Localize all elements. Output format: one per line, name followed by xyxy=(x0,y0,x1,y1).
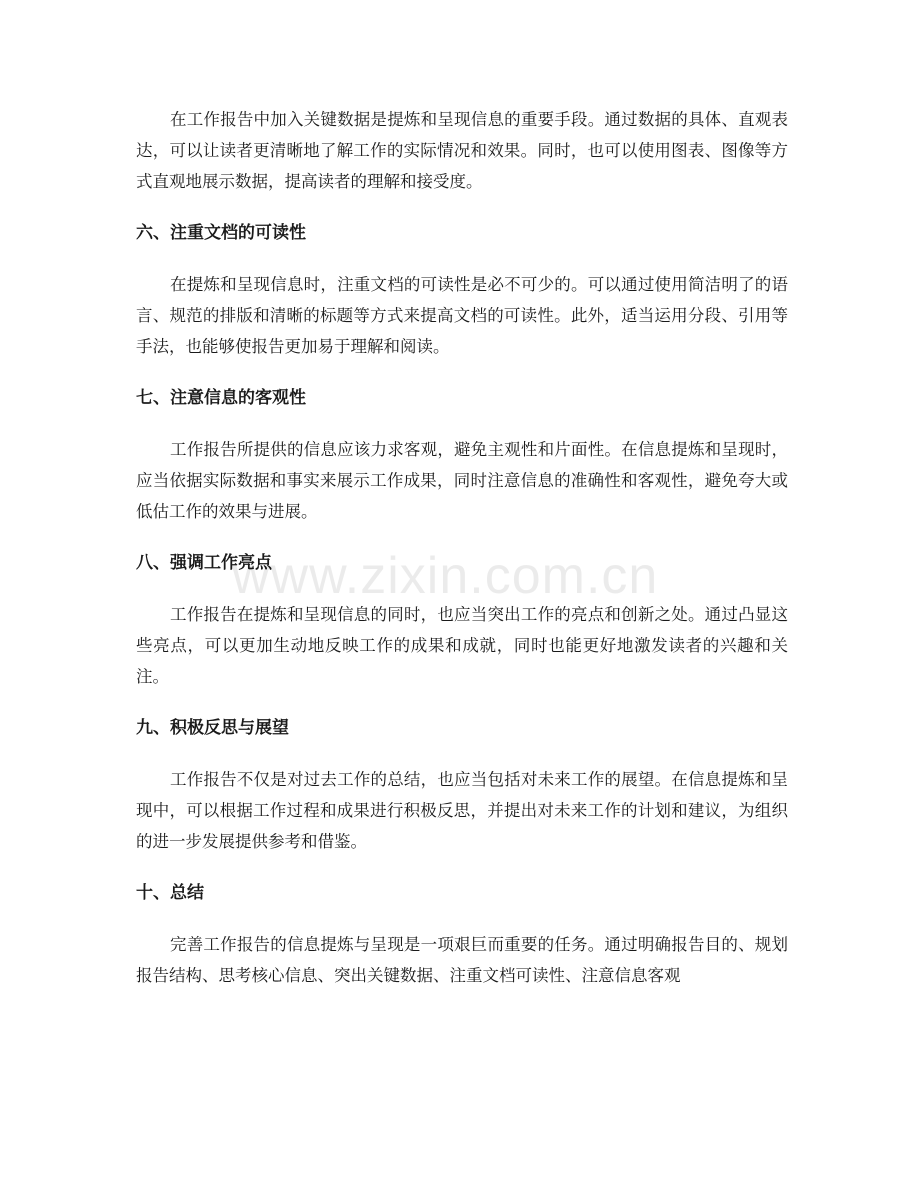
section-paragraph-8: 工作报告在提炼和呈现信息的同时，也应当突出工作的亮点和创新之处。通过凸显这些亮点，可以更加生动地反映工作的成果和成就，同时也能更好地激发读者的兴趣和关注。 xyxy=(136,605,788,686)
section-heading-7: 七、注意信息的客观性 xyxy=(136,388,306,408)
section-heading-9: 九、积极反思与展望 xyxy=(136,718,289,738)
section-paragraph-10: 完善工作报告的信息提炼与呈现是一项艰巨而重要的任务。通过明确报告目的、规划报告结构、思考核心信息、突出关键数据、注重文档可读性、注意信息客观 xyxy=(136,935,788,985)
document-body xyxy=(136,104,788,1012)
section-heading-10: 十、总结 xyxy=(136,883,204,903)
section-paragraph-6: 在提炼和呈现信息时，注重文档的可读性是必不可少的。可以通过使用简洁明了的语言、规范的排版和清晰的标题等方式来提高文档的可读性。此外，适当运用分段、引用等手法，也能够使报告更加易于理解和阅读。 xyxy=(136,275,788,356)
section-paragraph-7: 工作报告所提供的信息应该力求客观，避免主观性和片面性。在信息提炼和呈现时，应当依据实际数据和事实来展示工作成果，同时注意信息的准确性和客观性，避免夸大或低估工作的效果与进展。 xyxy=(136,440,788,521)
intro-paragraph: 在工作报告中加入关键数据是提炼和呈现信息的重要手段。通过数据的具体、直观表达，可以让读者更清晰地了解工作的实际情况和效果。同时，也可以使用图表、图像等方式直观地展示数据，提高读者的理解和接受度。 xyxy=(136,110,788,191)
section-heading-6: 六、注重文档的可读性 xyxy=(136,223,306,243)
watermark: www.zixin.com.cn xyxy=(232,547,659,605)
section-heading-8: 八、强调工作亮点 xyxy=(136,553,272,573)
section-paragraph-9: 工作报告不仅是对过去工作的总结，也应当包括对未来工作的展望。在信息提炼和呈现中，可以根据工作过程和成果进行积极反思，并提出对未来工作的计划和建议，为组织的进一步发展提供参考和借鉴。 xyxy=(136,770,788,851)
